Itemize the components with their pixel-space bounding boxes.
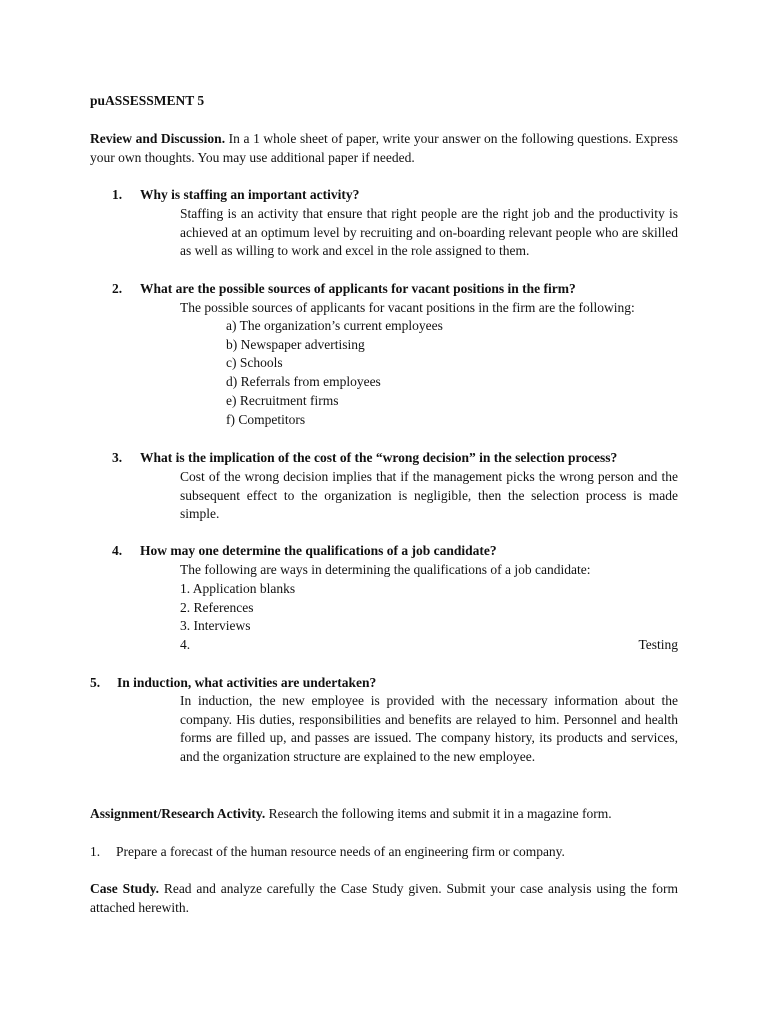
intro-label: Review and Discussion. <box>90 131 226 146</box>
qualification-methods-list <box>180 580 295 636</box>
case-study-label: Case Study. <box>90 881 159 896</box>
assignment-item <box>90 843 565 862</box>
question-5 <box>90 674 376 693</box>
applicant-sources-list <box>226 317 443 429</box>
question-3 <box>112 449 617 468</box>
answer-5: In induction, the new employee is provided with the necessary information about the company. His duties, responsibilities and benefits are relayed to him. Personnel and health forms are filled up, and passes are issued. The company history, its products and services, and the organization structure are explained to the new employee. <box>180 693 678 765</box>
question-number: 5. <box>90 675 101 690</box>
question-number: 1. <box>112 187 123 202</box>
question-number: 2. <box>112 281 123 296</box>
question-2 <box>112 280 576 299</box>
answer-3: Cost of the wrong decision implies that if the management picks the wrong person and the subsequent effect to the organization is negligible, then the selection process is made simple. <box>180 469 678 522</box>
list-item: 1. Application blanks <box>180 581 296 596</box>
list-item: f) Competitors <box>226 411 306 427</box>
list-item: 3. Interviews <box>180 618 251 634</box>
question-number: 4. <box>112 543 123 558</box>
list-item-number: 4. <box>180 637 191 652</box>
answer-4: The following are ways in determining the qualifications of a job candidate: <box>180 562 591 577</box>
intro-text: In a 1 whole sheet of paper, write your answer on the following questions. Express your own thoughts. You may use additional paper if needed. <box>90 131 678 165</box>
document-title: puASSESSMENT 5 <box>90 93 205 108</box>
intro-paragraph <box>90 130 678 167</box>
case-study-paragraph <box>90 880 678 917</box>
question-text: Why is staffing an important activity? <box>140 187 360 202</box>
list-item: e) Recruitment firms <box>226 392 339 408</box>
list-item: c) Schools <box>226 355 283 371</box>
question-number: 3. <box>112 450 123 465</box>
list-item: d) Referrals from employees <box>226 374 381 390</box>
answer-2: The possible sources of applicants for vacant positions in the firm are the following: <box>180 300 635 315</box>
answer-1: Staffing is an activity that ensure that right people are the right job and the productivity is achieved at an optimum level by recruiting and on-boarding relevant people who are skilled as well as willing to work and excel in the role assigned to them. <box>180 206 678 259</box>
case-study-text: Read and analyze carefully the Case Study given. Submit your case analysis using the form attached herewith. <box>90 881 678 915</box>
assignment-item-number: 1. <box>90 844 101 859</box>
list-item-testing <box>180 636 678 655</box>
question-1 <box>112 186 359 205</box>
list-item-text: Testing <box>638 637 678 652</box>
assignment-paragraph <box>90 805 612 824</box>
list-item: a) The organization’s current employees <box>226 318 443 333</box>
assignment-text: Research the following items and submit it in a magazine form. <box>265 806 612 821</box>
question-4 <box>112 542 497 561</box>
question-text: What is the implication of the cost of the “wrong decision” in the selection process? <box>140 450 618 465</box>
list-item: 2. References <box>180 599 254 615</box>
assignment-label: Assignment/Research Activity. <box>90 806 266 821</box>
list-item: b) Newspaper advertising <box>226 336 365 352</box>
question-text: In induction, what activities are undertaken? <box>117 675 377 690</box>
question-text: What are the possible sources of applicants for vacant positions in the firm? <box>140 281 576 296</box>
question-text: How may one determine the qualifications of a job candidate? <box>140 543 497 558</box>
assignment-item-text: Prepare a forecast of the human resource needs of an engineering firm or company. <box>116 844 565 859</box>
